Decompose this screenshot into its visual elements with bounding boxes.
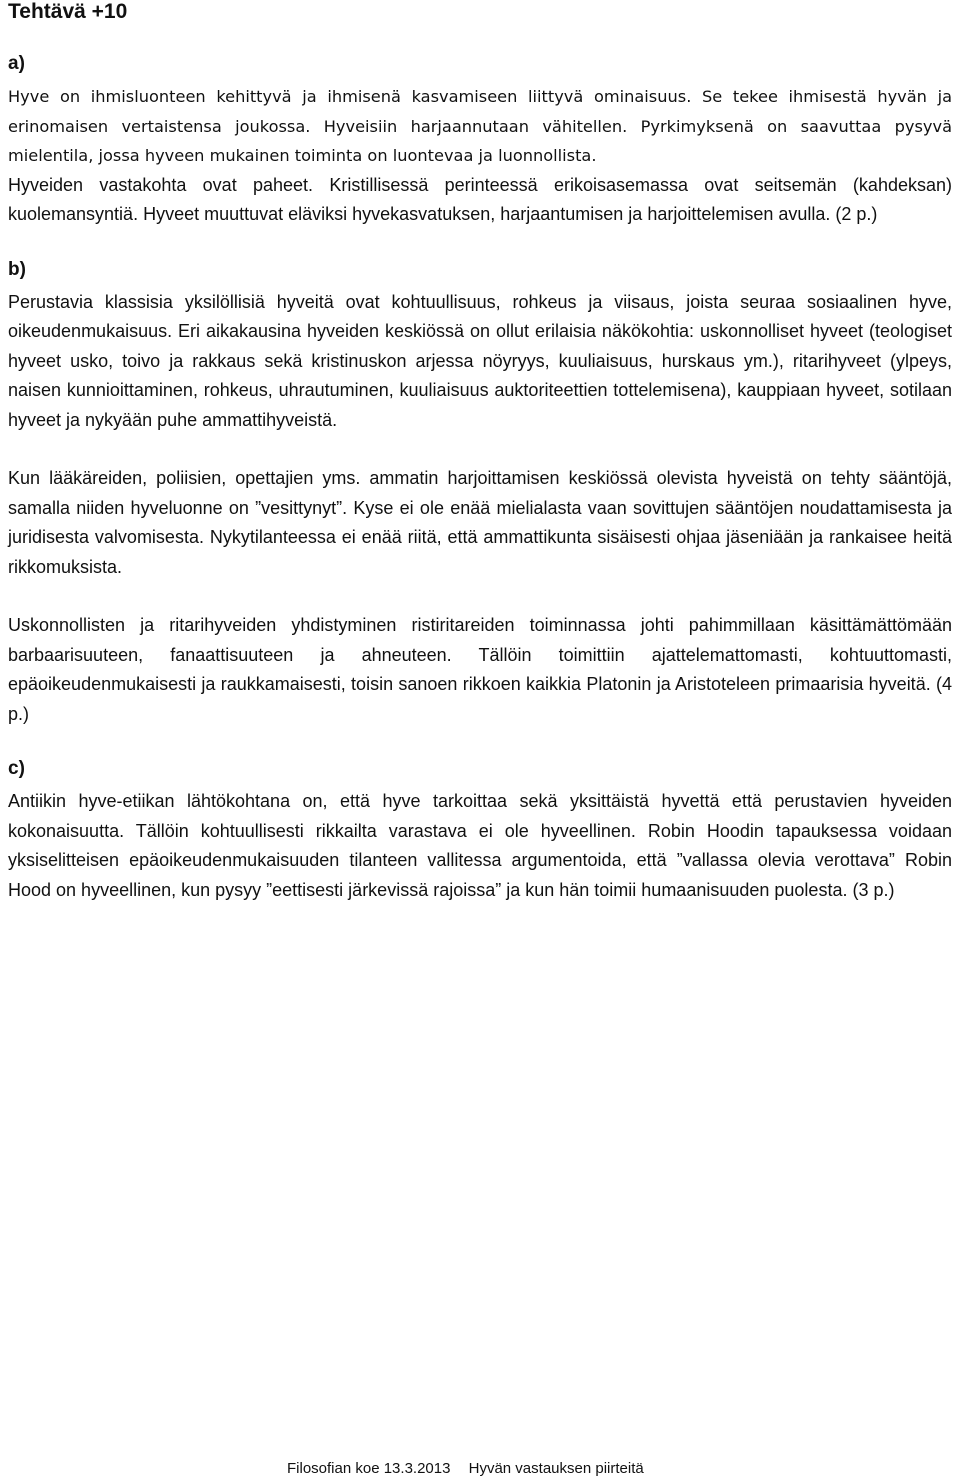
section-b-paragraph-3: Uskonnollisten ja ritarihyveiden yhdistyminen ristiritareiden toiminnassa johti pahimmillaan käsittämättömään barbaarisuuteen, fanaattisuuteen ja ahneuteen. Tällöin toimittiin ajattelemattomasti, kohtuuttomasti, epäoikeudenmukaisesti ja raukkamaisesti, toisin sanoen rikkoen kaikkia Platonin ja Aristoteleen primaarisia hyveitä. (4 p.): [8, 615, 952, 724]
section-b-paragraph-1: Perustavia klassisia yksilöllisiä hyveitä ovat kohtuullisuus, rohkeus ja viisaus, joista seuraa sosiaalinen hyve, oikeudenmukaisuus. Eri aikakausina hyveiden keskiössä on ollut erilaisia näkökohtia: uskonnolliset hyveet (teologiset hyveet usko, toivo ja rakkaus sekä kristinuskon arjessa nöyryys, kuuliaisuus, hurskaus ym.), ritarihyveet (ylpeys, naisen kunnioittaminen, rohkeus, uhrautuminen, kuuliaisuus auktoriteettien tottelemisena), kauppiaan hyveet, sotilaan hyveet ja nykyään puhe ammattihyveistä.: [8, 291, 952, 430]
page-footer: [287, 1459, 644, 1479]
footer-exam-name: Filosofian koe 13.3.2013: [287, 1460, 451, 1477]
section-b: [8, 258, 952, 730]
section-b-label: b): [8, 258, 26, 280]
section-c-label: c): [8, 758, 25, 779]
section-a-label: a): [8, 53, 25, 74]
section-b-paragraph-2: Kun lääkäreiden, poliisien, opettajien yms. ammatin harjoittamisen keskiössä olevista hyveistä on tehty sääntöjä, samalla niiden hyveluonne on ”vesittynyt”. Kyse ei ole enää mielialasta vaan sovittujen sääntöjen noudattamisesta ja juridisesta valvomisesta. Nykytilanteessa ei enää riitä, että ammattikunta sisäisesti ohjaa jäseniään ja rankaisee heitä rikkomuksista.: [8, 468, 952, 577]
section-c-paragraph-1: Antiikin hyve-etiikan lähtökohtana on, että hyve tarkoittaa sekä yksittäistä hyvettä että perustavien hyveiden kokonaisuutta. Tällöin kohtuullisesti rikkailta varastava ei ole hyveellinen. Robin Hoodin tapauksessa voidaan yksiselitteisen epäoikeudenmukaisuuden tilanteen vallitessa argumentoida, että ”vallassa olevia verottava” Robin Hood on hyveellinen, kun pysyy ”eettisesti järkevissä rajoissa” ja kun hän toimii humaanisuuden puolesta. (3 p.): [8, 791, 952, 900]
section-c: [8, 757, 952, 905]
footer-subtitle: Hyvän vastauksen piirteitä: [468, 1460, 644, 1477]
section-a: [8, 52, 952, 230]
document-page: [8, 0, 952, 905]
section-a-paragraph-2: Hyveiden vastakohta ovat paheet. Kristillisessä perinteessä erikoisasemassa ovat seitsemän (kahdeksan) kuolemansyntiä. Hyveet muuttuvat eläviksi hyvekasvatuksen, harjaantumisen ja harjoittelemisen avulla. (2 p.): [8, 174, 952, 224]
page-title: Tehtävä +10: [8, 0, 128, 23]
section-a-paragraph-1: Hyve on ihmisluonteen kehittyvä ja ihmisenä kasvamiseen liittyvä ominaisuus. Se tekee ihmisestä hyvän ja erinomaisen vertaistensa joukossa. Hyveisiin harjaannutaan vähitellen. Pyrkimyksenä on saavuttaa pysyvä mielentila, jossa hyveen mukainen toiminta on luontevaa ja luonnollista.: [8, 87, 952, 165]
